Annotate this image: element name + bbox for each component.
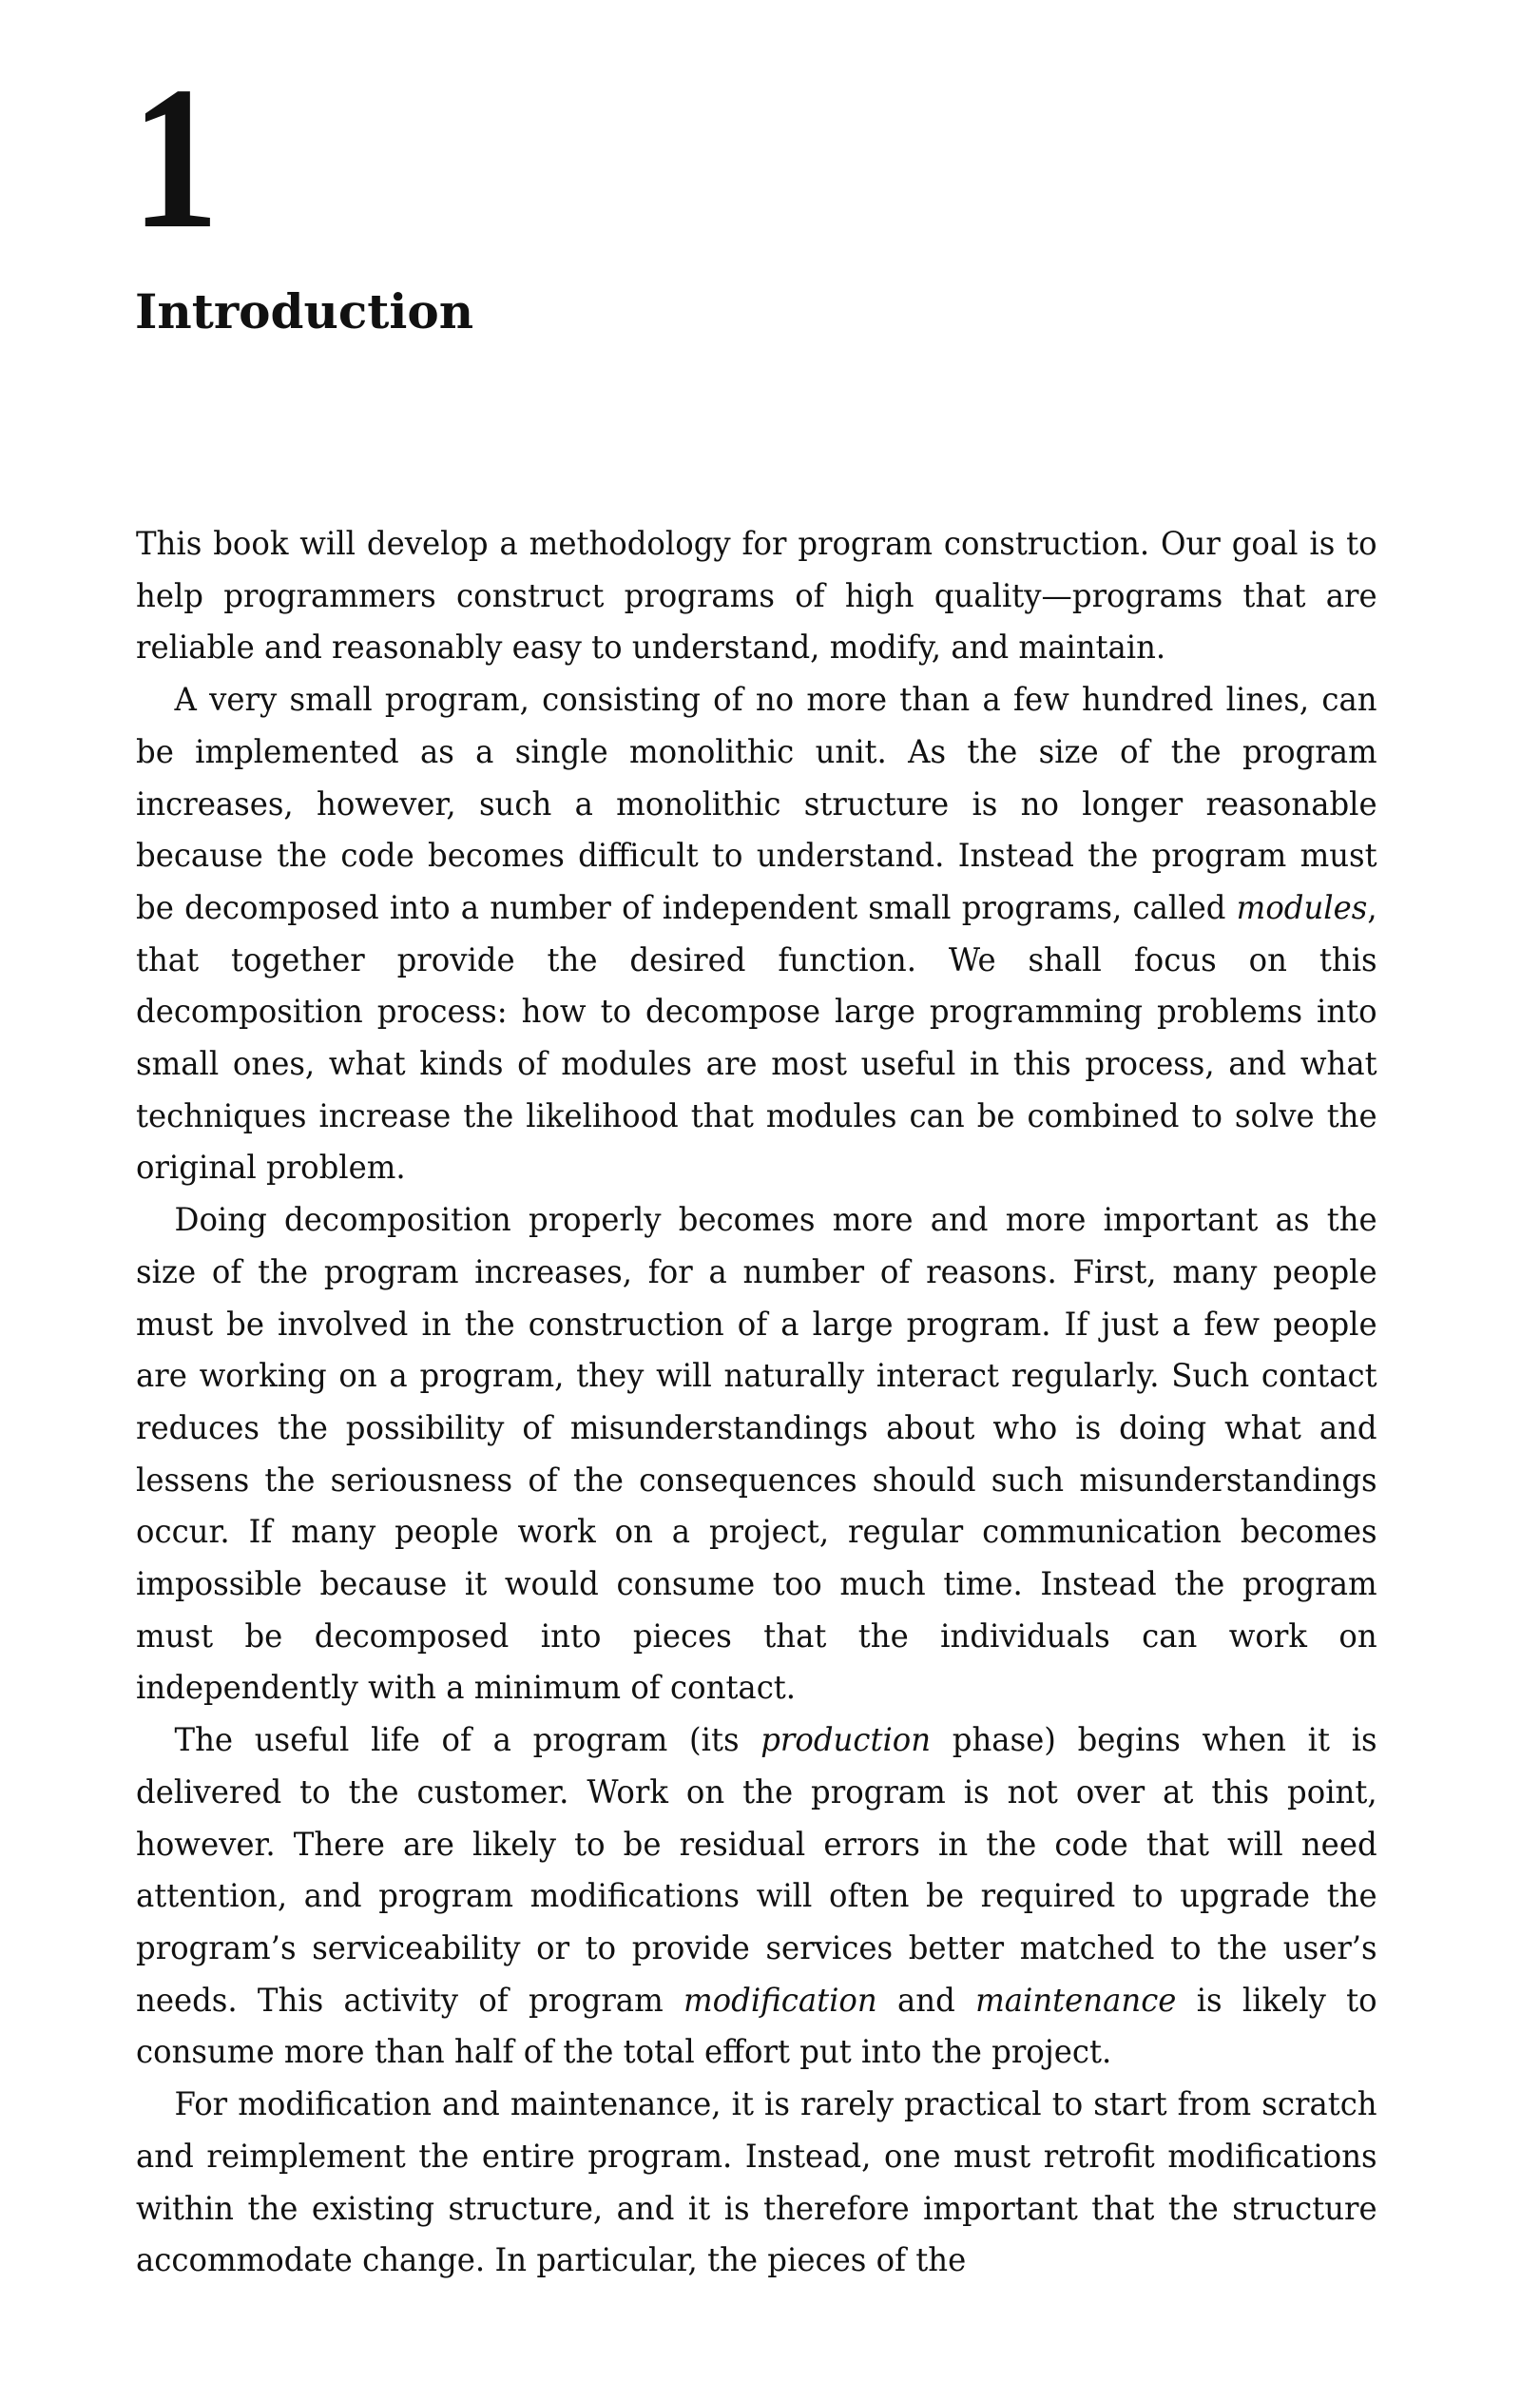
body-text <box>136 518 1377 2287</box>
paragraph-1: This book will develop a methodology for program construction. Our goal is to help programmers construct programs of high quality—programs that are reliable and reasonably easy to understand, modify, and maintain. <box>136 525 1377 667</box>
paragraph-2: A very small program, consisting of no more than a few hundred lines, can be implemented as a single monolithic unit. As the size of the program increases, however, such a monolithic structure is no longer reasonable because the code becomes difficult to understand. Instead the program must be decomposed into a number of independent small programs, called modules, that together provide the desired function. We shall focus on this decomposition process: how to decompose large programming problems into small ones, what kinds of modules are most useful in this process, and what techniques increase the likelihood that modules can be combined to solve the original problem. <box>136 681 1377 1187</box>
term-production: production <box>760 1721 932 1759</box>
paragraph-4: The useful life of a program (its production phase) begins when it is delivered to the customer. Work on the program is not over at this point, however. There are likely to be residual errors in the code that will need attention, and program modifications will often be required to upgrade the program’s serviceability or to provide services better matched to the user’s needs. This activity of program modification and maintenance is likely to consume more than half of the total effort put into the project. <box>136 1721 1377 2071</box>
term-modules: modules <box>1236 888 1368 926</box>
term-modification: modification <box>683 1981 877 2019</box>
chapter-number: 1 <box>131 44 217 271</box>
chapter-title: Introduction <box>135 283 474 339</box>
paragraph-3: Doing decomposition properly becomes more and more important as the size of the program increases, for a number of reasons. First, many people must be involved in the construction of a large program. If just a few people are working on a program, they will naturally interact regularly. Such contact reduces the possibility of misunderstandings about who is doing what and lessens the seriousness of the consequences should such misunderstandings occur. If many people work on a project, regular communication becomes impossible because it would consume too much time. Instead the program must be decomposed into pieces that the individuals can work on independently with a minimum of contact. <box>136 1201 1377 1707</box>
term-maintenance: maintenance <box>975 1981 1177 2019</box>
paragraph-5: For modification and maintenance, it is rarely practical to start from scratch and reimplement the entire program. Instead, one must retrofit modifications within the existing structure, and it is therefore important that the structure accommodate change. In particular, the pieces of the <box>136 2085 1377 2279</box>
